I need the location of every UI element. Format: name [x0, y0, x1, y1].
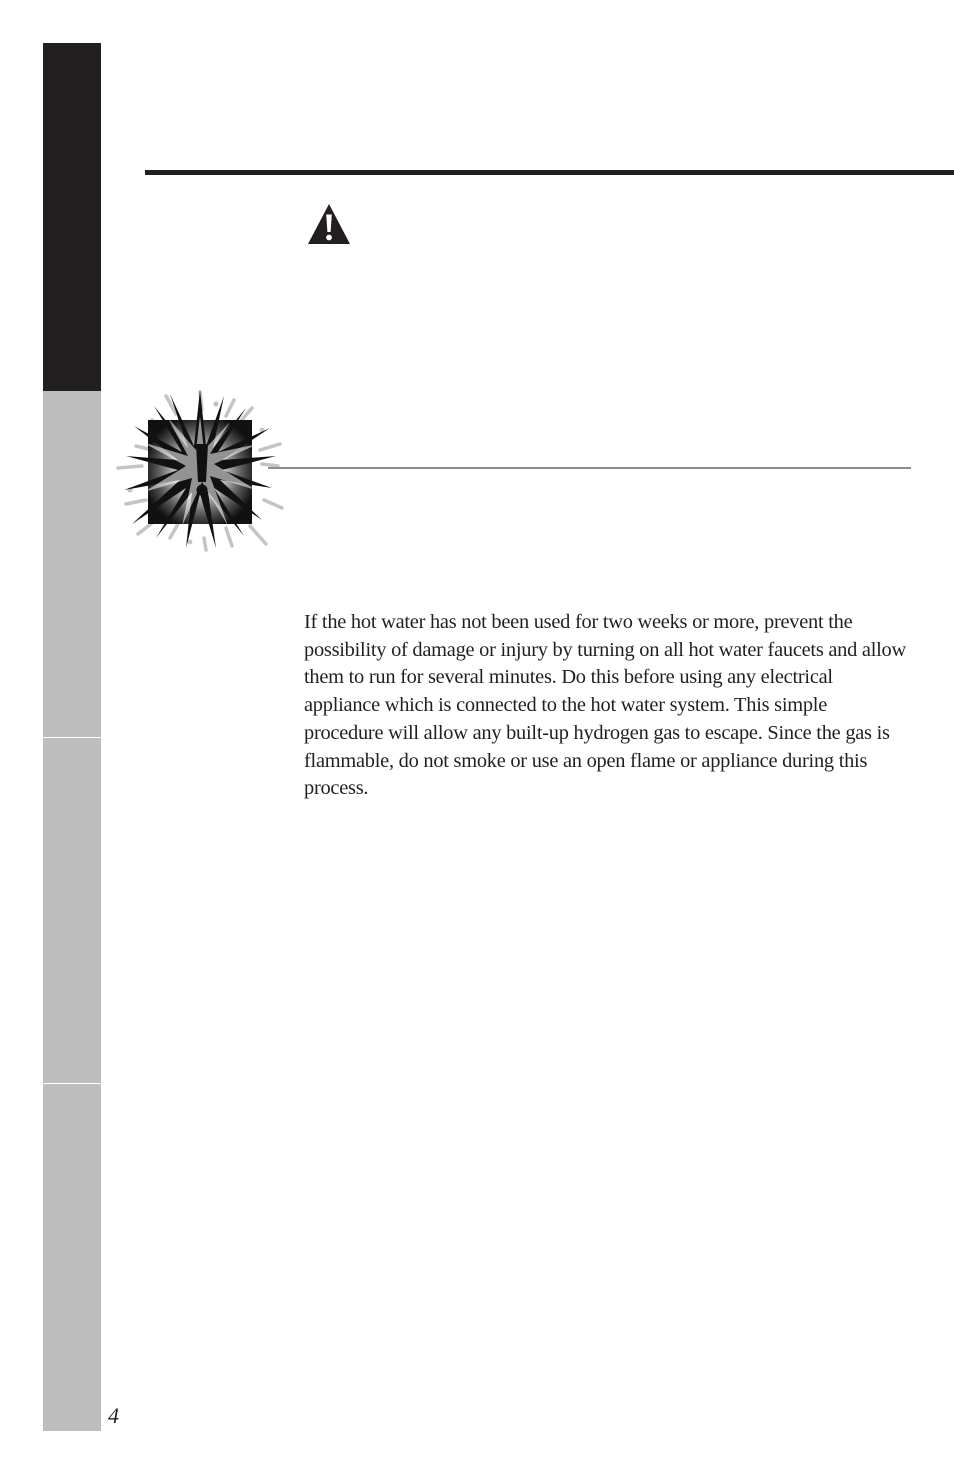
- sidebar-tab-4: [43, 1084, 101, 1431]
- sidebar-tab-2: [43, 391, 101, 737]
- warning-triangle-icon: [307, 203, 351, 245]
- exclamation-burst-icon: [112, 386, 287, 558]
- hydrogen-gas-warning-paragraph: If the hot water has not been used for two weeks or more, prevent the possibility of damage or injury by turning on all hot water faucets and allow them to run for several minutes. Do this before using any electrical appliance which is connected to the hot water system. This simple procedure will allow any built-up hydrogen gas to escape. Since the gas is flammable, do not smoke or use an open flame or appliance during this process.: [304, 611, 906, 800]
- sidebar-tab-3: [43, 738, 101, 1083]
- sidebar-tab-1-active: [43, 43, 101, 391]
- page-number: 4: [108, 1403, 119, 1428]
- section-divider: [268, 467, 911, 469]
- header-rule: [145, 170, 954, 175]
